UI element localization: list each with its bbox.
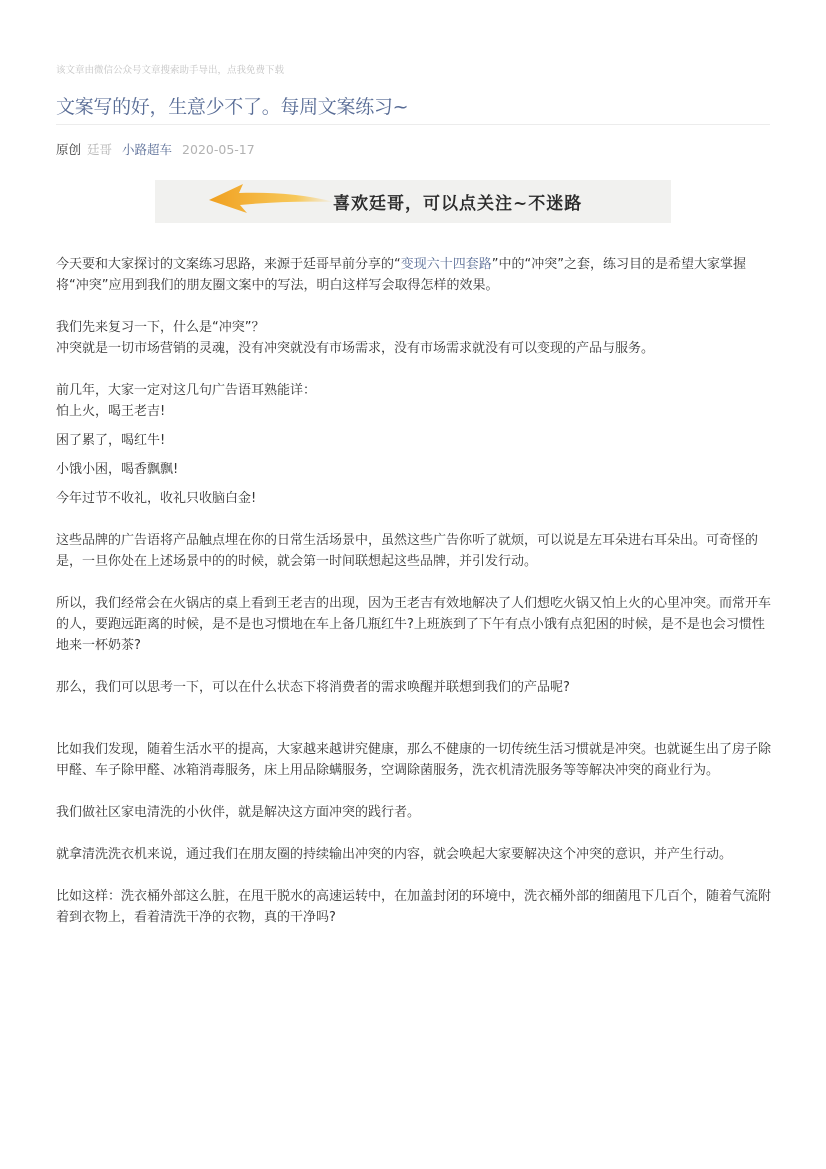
playbook-link[interactable]: 变现六十四套路 [400, 257, 492, 272]
paragraph: 前几年，大家一定对这几句广告语耳熟能详： [56, 383, 317, 398]
paragraph: 我们做社区家电清洗的小伙伴，就是解决这方面冲突的践行者。 [56, 805, 421, 820]
paragraph: 比如我们发现，随着生活水平的提高，大家越来越讲究健康，那么不健康的一切传统生活习惯就是冲突。也就诞生出了房子除甲醛、车子除甲醛、冰箱消毒服务，床上用品除螨服务，空调除菌服务，洗衣机清洗服务等等解决冲突的商业行为。 [56, 742, 772, 778]
export-notice [56, 62, 284, 76]
title-divider [56, 124, 770, 125]
paragraph: 所以，我们经常会在火锅店的桌上看到王老吉的出现，因为王老吉有效地解决了人们想吃火锅又怕上火的心里冲突。而常开车的人，要跑远距离的时候，是不是也习惯地在车上备几瓶红牛?上班族到了下午有点小饿有点犯困的时候，是不是也会习惯性地来一杯奶茶? [56, 596, 772, 653]
arrow-icon [209, 180, 339, 223]
original-label: 原创 [56, 142, 82, 157]
export-notice-text: 该文章由微信公众号文章搜索助手导出， [56, 65, 228, 76]
slogan-line: 怕上火，喝王老吉! [56, 404, 166, 419]
article-title: 文案写的好，生意少不了。每周文案练习~ [56, 96, 409, 118]
paragraph-text: 今天要和大家探讨的文案练习思路，来源于廷哥早前分享的“ [56, 257, 401, 272]
author-name: 廷哥 [87, 142, 113, 157]
slogan-line: 今年过节不收礼，收礼只收脑白金! [56, 491, 257, 506]
article-content [56, 254, 772, 928]
account-name-link[interactable]: 小路超车 [122, 142, 173, 157]
paragraph: 就拿清洗洗衣机来说，通过我们在朋友圈的持续输出冲突的内容，就会唤起大家要解决这个冲突的意识，并产生行动。 [56, 847, 733, 862]
paragraph: 我们先来复习一下，什么是“冲突”？ [56, 320, 265, 335]
paragraph: 那么，我们可以思考一下，可以在什么状态下将消费者的需求唤醒并联想到我们的产品呢? [56, 680, 570, 695]
paragraph: 冲突就是一切市场营销的灵魂，没有冲突就没有市场需求，没有市场需求就没有可以变现的产品与服务。 [56, 341, 655, 356]
free-download-link[interactable]: 点我免费下载 [227, 65, 285, 76]
banner-text: 喜欢廷哥，可以点关注~不迷路 [333, 194, 583, 214]
slogan-line: 小饿小困，喝香飘飘! [56, 462, 179, 477]
slogan-line: 困了累了，喝红牛! [56, 433, 166, 448]
paragraph [56, 254, 772, 296]
article-meta [56, 140, 255, 158]
follow-banner [155, 180, 671, 223]
paragraph: 这些品牌的广告语将产品触点埋在你的日常生活场景中，虽然这些广告你听了就烦，可以说是左耳朵进右耳朵出。可奇怪的是，一旦你处在上述场景中的的时候，就会第一时间联想起这些品牌，并引发行动。 [56, 533, 759, 569]
paragraph-text: ”中的“冲突”之套，练习目的是希望大家掌握将“冲突”应用到我们的朋友圈文案中的写法，明白这样写会取得怎样的效果。 [56, 257, 746, 293]
publish-date: 2020-05-17 [182, 142, 255, 157]
paragraph: 比如这样：洗衣桶外部这么脏，在甩干脱水的高速运转中，在加盖封闭的环境中，洗衣桶外部的细菌甩下几百个，随着气流附着到衣物上，看着清洗干净的衣物，真的干净吗? [56, 889, 772, 925]
